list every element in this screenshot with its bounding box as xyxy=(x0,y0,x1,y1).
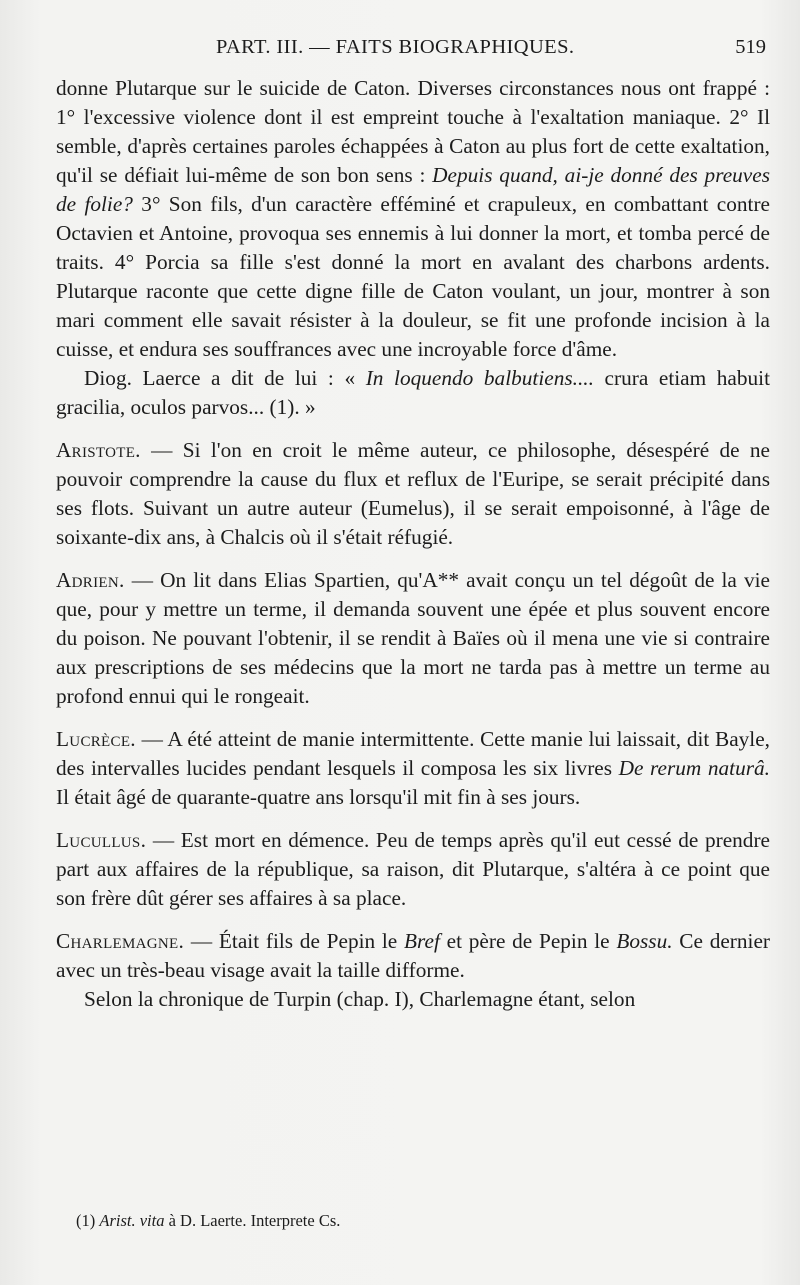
italic-text: Bossu. xyxy=(616,929,673,953)
running-head xyxy=(56,36,770,66)
paragraph xyxy=(56,436,770,552)
italic-text: Arist. vita xyxy=(99,1211,165,1230)
body-text xyxy=(56,74,770,1014)
paragraph xyxy=(56,364,770,422)
footnote xyxy=(76,1211,340,1231)
text-run: donne Plutarque sur le suicide de Caton. Diverses circonstances nous ont frappé : 1° l'excessive violence dont il est empreint touche à l'exaltation maniaque. 2° Il semble, d'après certaines paroles échappées à Caton au plus fort de cette exaltation, qu'il se défiait lui-même de son bon sens : xyxy=(56,76,770,187)
paragraph xyxy=(56,927,770,985)
text-run: — Est mort en démence. Peu de temps après qu'il eut cessé de prendre part aux affaires de la république, sa raison, dit Plutarque, s'altéra à ce point que son frère dût gérer ses affaires à sa place. xyxy=(56,828,770,910)
text-run: — Si l'on en croit le même auteur, ce philosophe, désespéré de ne pouvoir comprendre la cause du flux et reflux de l'Euripe, se serait précipité dans ses flots. Suivant un autre auteur (Eumelus), il se serait empoisonné, à l'âge de soixante-dix ans, à Chalcis où il s'était réfugié. xyxy=(56,438,770,549)
italic-text: In loquendo balbutiens.... xyxy=(365,366,594,390)
paragraph xyxy=(56,725,770,812)
text-run: (1) xyxy=(76,1211,100,1230)
text-run: Diog. Laerce a dit de lui : « xyxy=(84,366,366,390)
italic-text: Bref xyxy=(404,929,440,953)
paragraph xyxy=(56,985,770,1014)
entry-name: Charlemagne. xyxy=(56,929,185,953)
paragraph xyxy=(56,826,770,913)
text-run: et père de Pepin le xyxy=(439,929,617,953)
italic-text: De rerum naturâ. xyxy=(618,756,770,780)
paragraph xyxy=(56,566,770,711)
italic-text: Depuis quand, ai-je donné des preuves de folie? xyxy=(56,163,770,216)
entry-name: Lucullus. xyxy=(56,828,147,852)
entry-name: Aristote. xyxy=(56,438,141,462)
page-number: 519 xyxy=(735,36,766,58)
text-run: — Était fils de Pepin le xyxy=(184,929,405,953)
text-run: Il était âgé de quarante-quatre ans lorsqu'il mit fin à ses jours. xyxy=(56,785,581,809)
entry-name: Lucrèce. xyxy=(56,727,136,751)
running-head-title: PART. III. — FAITS BIOGRAPHIQUES. xyxy=(216,36,575,58)
text-run: Selon la chronique de Turpin (chap. I), Charlemagne étant, selon xyxy=(84,987,636,1011)
paragraph xyxy=(56,74,770,364)
text-run: — A été atteint de manie intermittente. Cette manie lui laissait, dit Bayle, des intervalles lucides pendant lesquels il composa les six livres xyxy=(56,727,770,780)
entry-name: Adrien. xyxy=(56,568,125,592)
text-run: à D. Laerte. Interprete Cs. xyxy=(164,1211,341,1230)
text-run: — On lit dans Elias Spartien, qu'A** avait conçu un tel dégoût de la vie que, pour y mettre un terme, il demanda souvent une épée et plus souvent encore du poison. Ne pouvant l'obtenir, il se rendit à Baïes où il mena une vie si contraire aux prescriptions de ses médecins que la mort ne tarda pas à mettre un terme au profond ennui qui le rongeait. xyxy=(56,568,770,708)
text-run: crura etiam habuit gracilia, oculos parvos... (1). » xyxy=(56,366,771,419)
text-run: Ce dernier avec un très-beau visage avait la taille difforme. xyxy=(56,929,771,982)
text-run: 3° Son fils, d'un caractère efféminé et crapuleux, en combattant contre Octavien et Antoine, provoqua ses ennemis à lui donner la mort, et tomba percé de traits. 4° Porcia sa fille s'est donné la mort en avalant des charbons ardents. Plutarque raconte que cette digne fille de Caton voulant, un jour, montrer à son mari comment elle savait résister à la douleur, se fit une profonde incision à la cuisse, et endura ses souffrances avec une incroyable force d'âme. xyxy=(56,192,770,361)
